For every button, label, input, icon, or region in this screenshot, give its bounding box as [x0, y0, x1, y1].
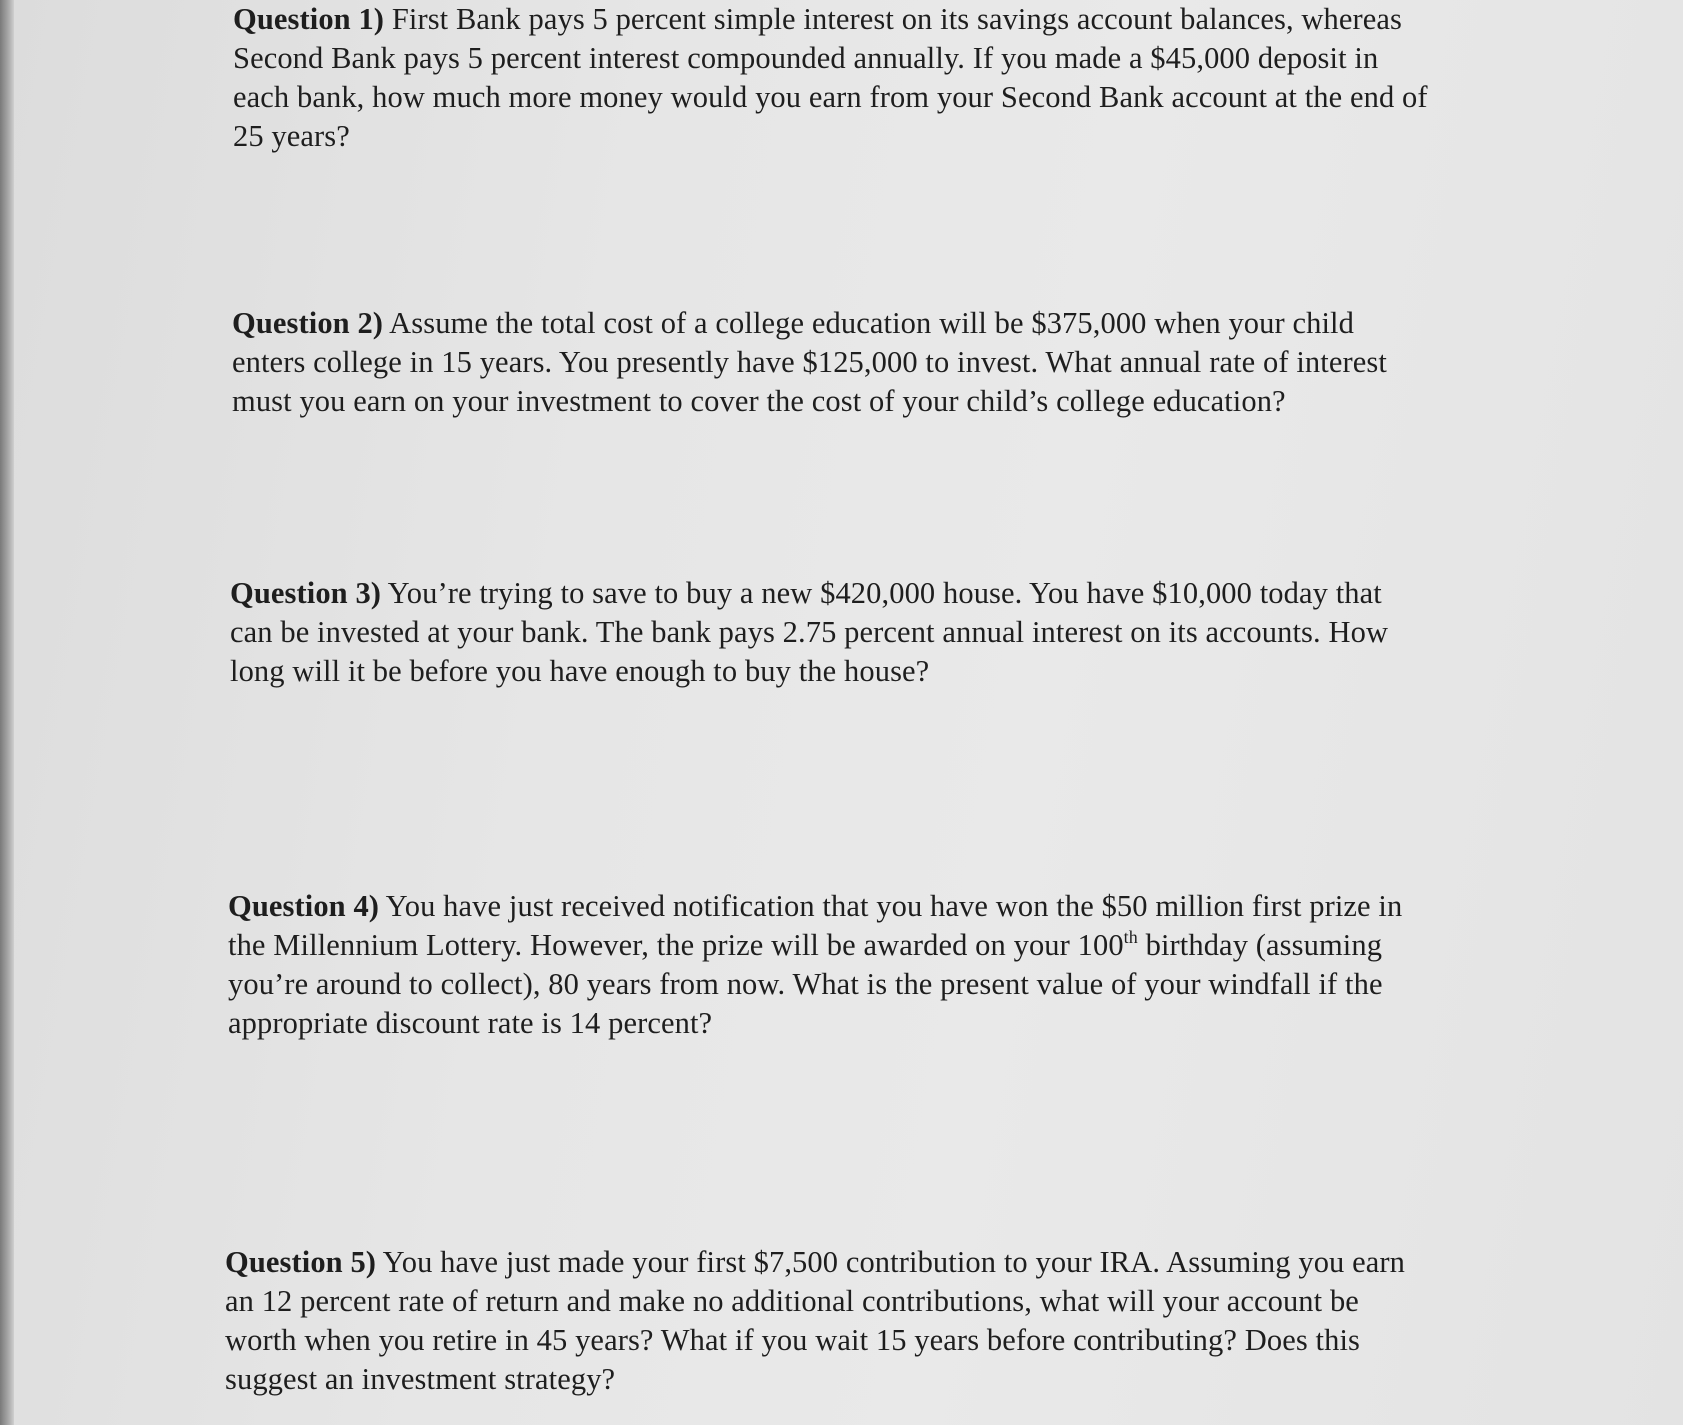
question-4-text-2b: birthday (assuming — [1137, 928, 1383, 962]
question-5 — [225, 1243, 1405, 1399]
question-5-text-1: You have just made your first $7,500 contribution to your IRA. Assuming you earn — [382, 1245, 1406, 1279]
question-3-line-2: can be invested at your bank. The bank pays 2.75 percent annual interest on its accounts. How — [230, 615, 1389, 649]
question-4-label: Question 4) — [228, 889, 380, 923]
question-1-line-3: each bank, how much more money would you earn from your Second Bank account at the end of — [233, 80, 1428, 114]
question-3 — [230, 574, 1388, 691]
question-4-text-2a: the Millennium Lottery. However, the prize will be awarded on your 100 — [228, 928, 1124, 962]
question-4-text-1: You have just received notification that you have won the $50 million first prize in — [385, 889, 1403, 923]
question-2-line-1 — [232, 304, 1387, 343]
question-3-label: Question 3) — [230, 576, 382, 610]
question-3-text-1: You’re trying to save to buy a new $420,000 house. You have $10,000 today that — [387, 576, 1382, 610]
question-2-label: Question 2) — [232, 306, 384, 340]
question-4-line-3: you’re around to collect), 80 years from now. What is the present value of your windfall if the — [228, 967, 1383, 1001]
question-5-line-3: worth when you retire in 45 years? What if you wait 15 years before contributing? Does this — [225, 1323, 1361, 1357]
question-2-text-1: Assume the total cost of a college education will be $375,000 when your child — [389, 306, 1354, 340]
question-1 — [233, 0, 1428, 156]
question-1-line-1 — [233, 0, 1428, 39]
question-2-line-3: must you earn on your investment to cover the cost of your child’s college education? — [232, 384, 1286, 418]
question-5-label: Question 5) — [225, 1245, 377, 1279]
ordinal-suffix: th — [1123, 927, 1138, 947]
question-4-line-4: appropriate discount rate is 14 percent? — [228, 1006, 713, 1040]
question-3-line-3: long will it be before you have enough to buy the house? — [230, 654, 930, 688]
question-1-text-1: First Bank pays 5 percent simple interest on its savings account balances, whereas — [391, 2, 1403, 36]
question-5-line-1 — [225, 1243, 1405, 1282]
question-2-line-2: enters college in 15 years. You presently have $125,000 to invest. What annual rate of interest — [232, 345, 1387, 379]
question-4 — [228, 887, 1402, 1043]
question-2 — [232, 304, 1387, 421]
question-5-line-4: suggest an investment strategy? — [225, 1362, 616, 1396]
question-3-line-1 — [230, 574, 1388, 613]
question-5-line-2: an 12 percent rate of return and make no additional contributions, what will your account be — [225, 1284, 1359, 1318]
question-1-label: Question 1) — [233, 2, 385, 36]
question-1-line-4: 25 years? — [233, 119, 350, 153]
question-4-line-2 — [228, 926, 1402, 965]
question-1-line-2: Second Bank pays 5 percent interest compounded annually. If you made a $45,000 deposit in — [233, 41, 1379, 75]
question-4-line-1 — [228, 887, 1402, 926]
page-left-edge-shadow — [0, 0, 14, 1425]
